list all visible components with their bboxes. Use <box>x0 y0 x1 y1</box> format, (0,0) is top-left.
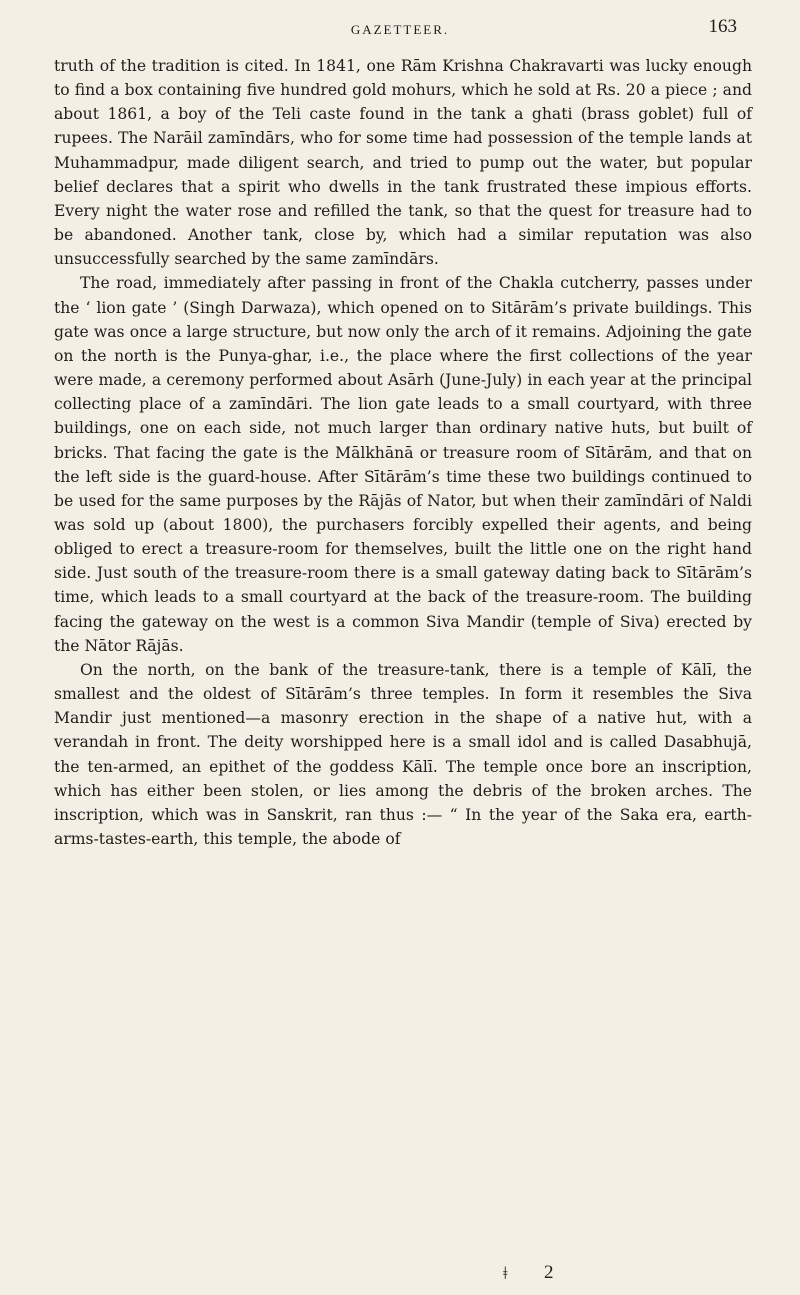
signature-mark: ǂ <box>503 1263 508 1283</box>
body-text <box>54 54 752 851</box>
printer-signature <box>0 1262 800 1288</box>
paragraph-kali-temple: On the north, on the bank of the treasure-tank, there is a temple of Kālī, the smallest and the oldest of Sītārām’s three temples. In form it resembles the Siva Mandir just mentioned—a masonry erection in the shape of a native hut, with a verandah in front. The deity worshipped here is a small idol and is called Dasabhujā, the ten-armed, an epithet of the goddess Kālī. The temple once bore an inscription, which has either been stolen, or lies among the debris of the broken arches. The inscription, which was in Sanskrit, ran thus :— “ In the year of the Saka era, earth-arms-tastes-earth, this temple, the abode of <box>54 660 752 848</box>
page-number: 163 <box>708 16 737 37</box>
paragraph-tank-treasure: truth of the tradition is cited. In 1841, one Rām Krishna Chakravarti was lucky enough to find a box containing five hundred gold mohurs, which he sold at Rs. 20 a piece ; and about 1861, a boy of the Teli caste found in the tank a ghati (brass goblet) full of rupees. The Narāil zamīndārs, who for some time had possession of the temple lands at Muhammadpur, made diligent search, and tried to pump out the water, but popular belief declares that a spirit who dwells in the tank frustrated these impious efforts. Every night the water rose and refilled the tank, so that the quest for treasure had to be abandoned. Another tank, close by, which had a similar reputation was also unsuccessfully searched by the same zamīndārs. <box>54 57 752 269</box>
paragraph-lion-gate: The road, immediately after passing in front of the Chakla cutcherry, passes under the ‘ lion gate ’ (Singh Darwaza), which opened on to Sitārām’s private buildings. This gate was once a large structure, but now only the arch of it remains. Adjoining the gate on the north is the Punya-ghar, i.e., the place where the first collections of the year were made, a ceremony performed about Asārh (June-July) in each year at the principal collecting place of a zamīndāri. The lion gate leads to a small courtyard, with three buildings, one on each side, not much larger than ordinary native huts, but built of bricks. That facing the gate is the Mālkhānā or treasure room of Sītārām, and that on the left side is the guard-house. After Sītārām’s time these two buildings continued to be used for the same purposes by the Rājās of Nator, but when their zamīndāri of Naldi was sold up (about 1800), the purchasers forcibly expelled their agents, and being obliged to erect a treasure-room for themselves, built the little one on the right hand side. Just south of the treasure-room there is a small gateway dating back to Sītārām’s time, which leads to a small courtyard at the back of the treasure-room. The building facing the gateway on the west is a common Siva Mandir (temple of Siva) erected by the Nātor Rājās. <box>54 274 752 655</box>
running-title: GAZETTEER. <box>350 22 450 37</box>
running-header <box>0 16 800 46</box>
signature-number: 2 <box>544 1262 554 1283</box>
